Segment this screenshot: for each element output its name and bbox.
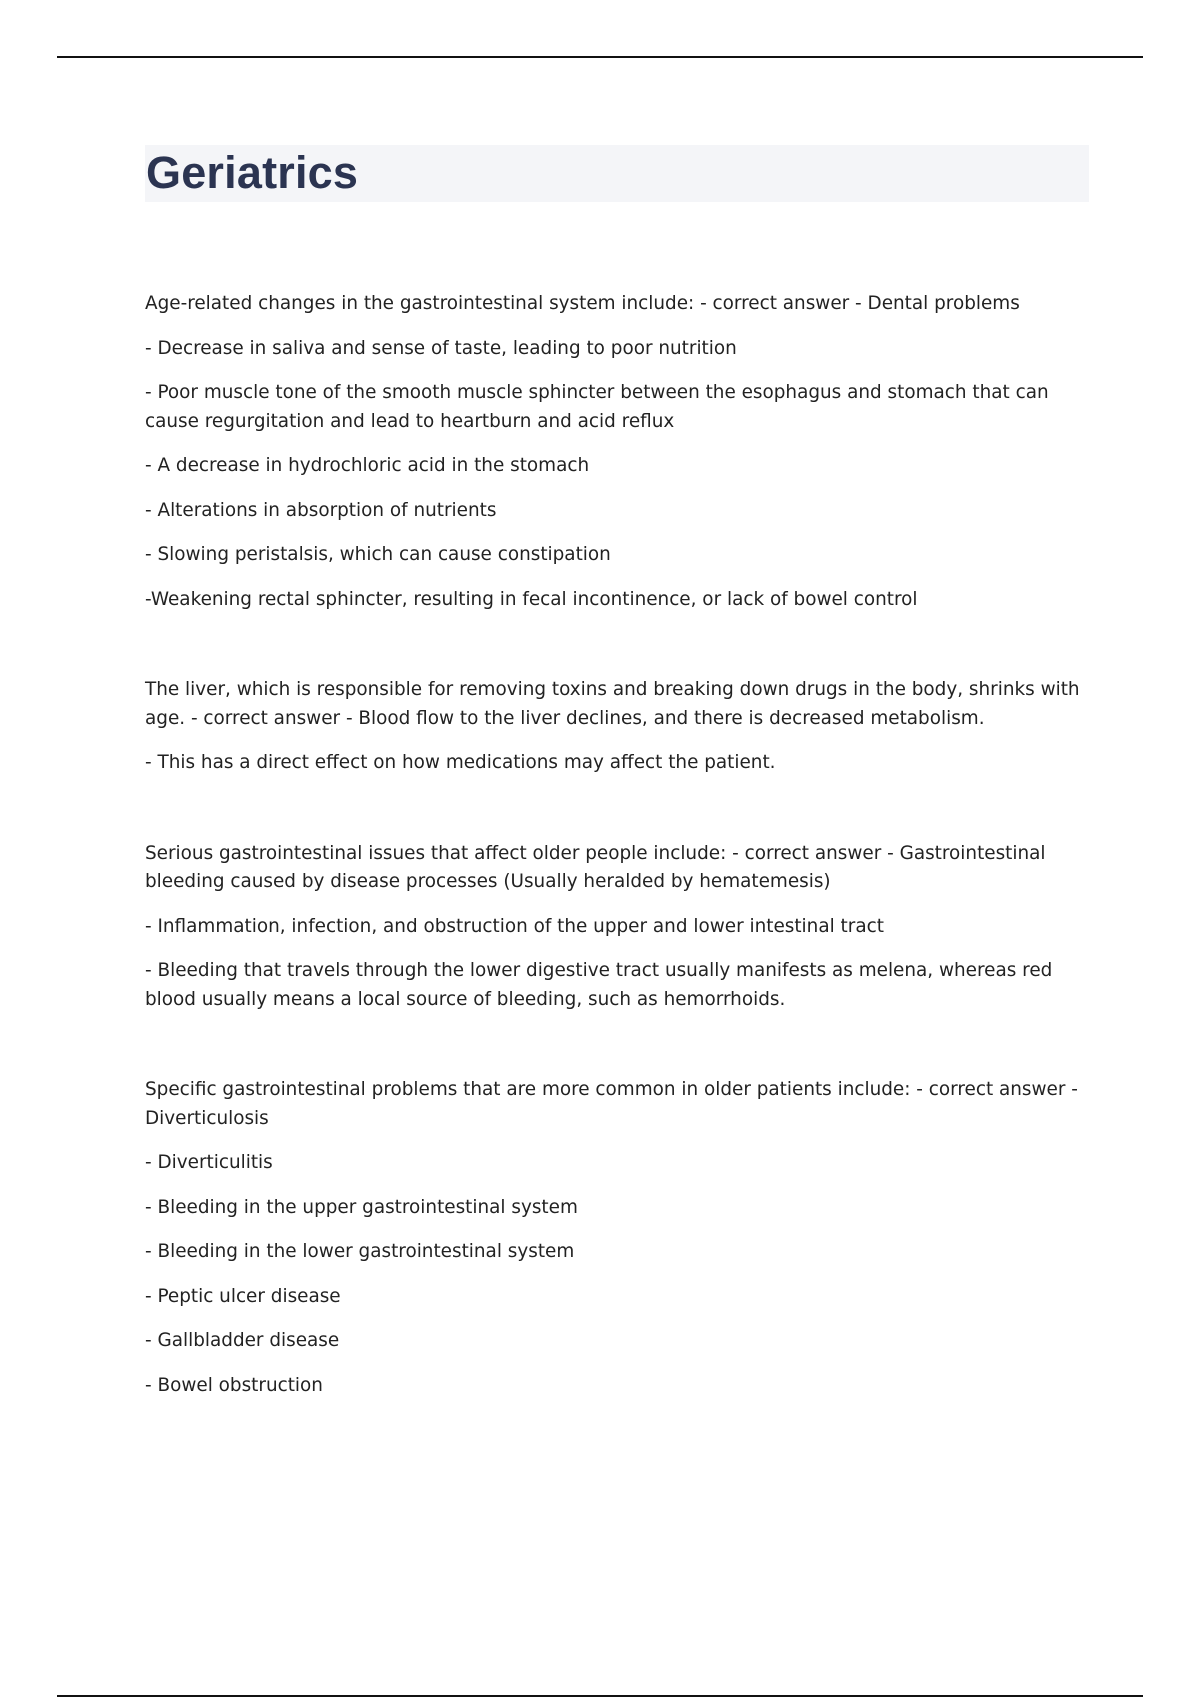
answer-line: -Weakening rectal sphincter, resulting in fecal incontinence, or lack of bowel control (145, 588, 918, 610)
question-answer-text: Specific gastrointestinal problems that are more common in older patients include: - correct answer - Diverticulosis (145, 1079, 1078, 1129)
answer-line: - Slowing peristalsis, which can cause constipation (145, 544, 611, 565)
qa-section-3 (145, 840, 1090, 1015)
answer-line: - Gallbladder disease (145, 1330, 340, 1351)
answer-line: - Diverticulitis (145, 1152, 273, 1173)
answer-line: - Poor muscle tone of the smooth muscle sphincter between the esophagus and stomach that can cause regurgitation and lead to heartburn and acid reflux (145, 382, 1049, 432)
qa-section-2 (145, 676, 1090, 778)
answer-line: - Bowel obstruction (145, 1374, 323, 1396)
answer-line: - Bleeding that travels through the lower digestive tract usually manifests as melena, whereas red blood usually means a local source of bleeding, such as hemorrhoids. (145, 960, 1053, 1010)
answer-line: - Decrease in saliva and sense of taste, leading to poor nutrition (145, 337, 737, 359)
qa-section-1 (145, 290, 1090, 614)
question-answer-text: The liver, which is responsible for removing toxins and breaking down drugs in the body, shrinks with age. - correct answer - Blood flow to the liver declines, and there is decreased metabolism. (145, 679, 1080, 729)
qa-section-4 (145, 1076, 1090, 1400)
question-answer-text: Age-related changes in the gastrointestinal system include: - correct answer - Dental problems (145, 293, 1020, 314)
document-body (145, 290, 1090, 1462)
answer-line: - Bleeding in the lower gastrointestinal system (145, 1241, 575, 1262)
answer-line: - This has a direct effect on how medications may affect the patient. (145, 752, 776, 773)
page-title: Geriatrics (146, 147, 359, 198)
question-answer-text: Serious gastrointestinal issues that affect older people include: - correct answer - Gastrointestinal bleeding caused by disease processes (Usually heralded by hematemesis) (145, 842, 1046, 892)
footer-rule (57, 1695, 1143, 1697)
answer-line: - Bleeding in the upper gastrointestinal system (145, 1196, 578, 1218)
answer-line: - Inflammation, infection, and obstruction of the upper and lower intestinal tract (145, 915, 884, 937)
answer-line: - Alterations in absorption of nutrients (145, 499, 497, 521)
answer-line: - Peptic ulcer disease (145, 1285, 341, 1307)
answer-line: - A decrease in hydrochloric acid in the stomach (145, 455, 590, 476)
header-rule (57, 56, 1143, 58)
